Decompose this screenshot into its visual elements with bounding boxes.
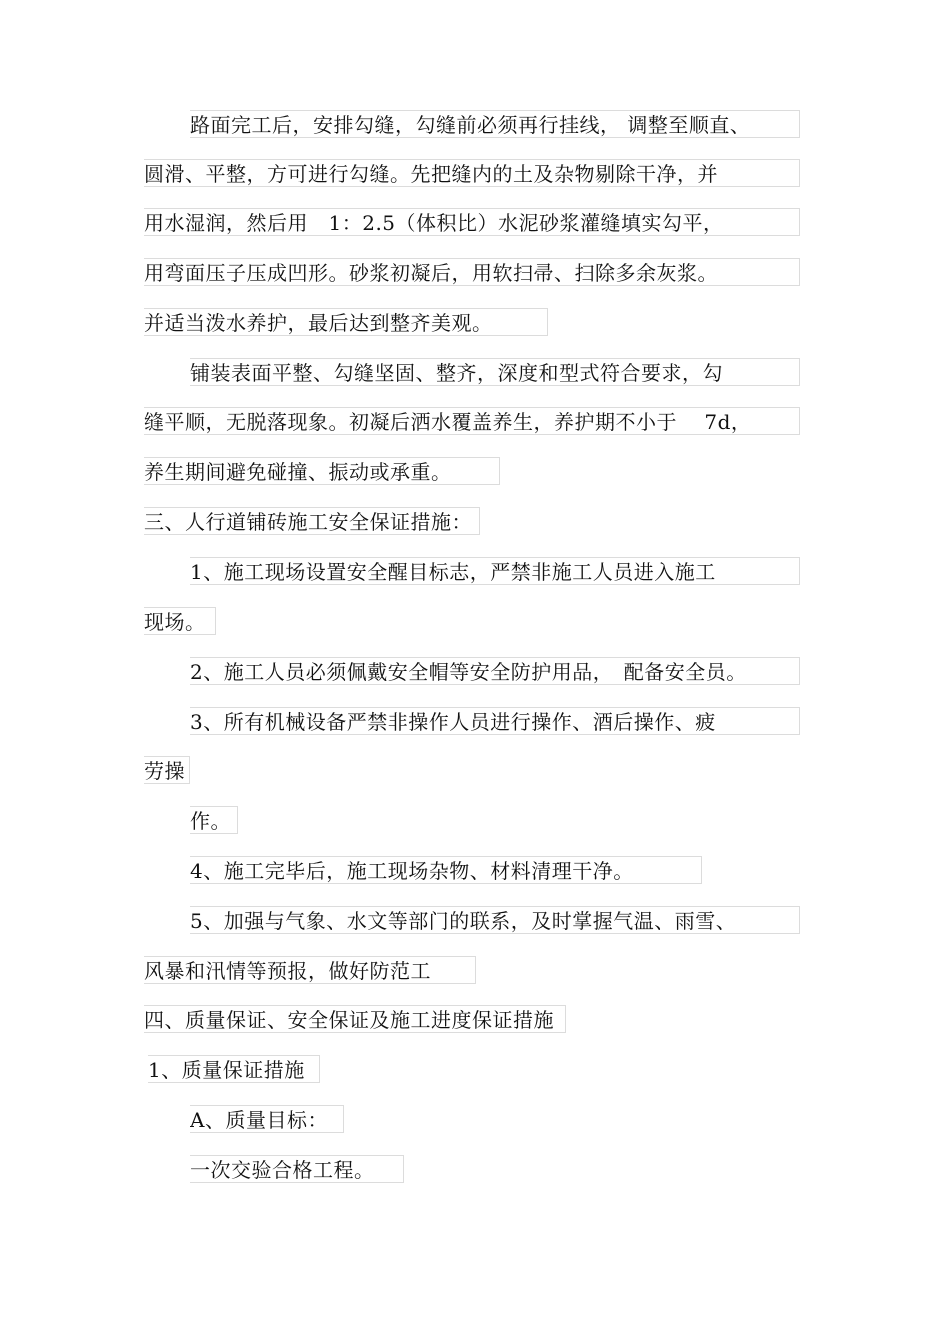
list-item-line: 2、施工人员必须佩戴安全帽等安全防护用品， 配备安全员。 (190, 657, 800, 685)
quality-goal-text: 一次交验合格工程。 (190, 1155, 404, 1183)
list-item-line: 3、所有机械设备严禁非操作人员进行操作、酒后操作、疲 (190, 707, 800, 735)
section-heading: 三、人行道铺砖施工安全保证措施： (144, 507, 480, 535)
paragraph-line: 铺装表面平整、勾缝坚固、整齐，深度和型式符合要求，勾 (190, 358, 800, 386)
paragraph-line: 用弯面压子压成凹形。砂浆初凝后，用软扫帚、扫除多余灰浆。 (144, 258, 800, 286)
subsection-heading: A、质量目标： (190, 1105, 344, 1133)
list-item-line: 劳操 (144, 756, 190, 784)
paragraph-line: 用水湿润，然后用 1：2.5（体积比）水泥砂浆灌缝填实勾平， (144, 208, 800, 236)
list-item-line: 现场。 (144, 607, 216, 635)
list-item-line: 作。 (190, 806, 238, 834)
paragraph-line: 养生期间避免碰撞、振动或承重。 (144, 457, 500, 485)
paragraph-line: 缝平顺，无脱落现象。初凝后洒水覆盖养生，养护期不小于 7d， (144, 407, 800, 435)
subsection-heading: 1、质量保证措施 (148, 1055, 320, 1083)
paragraph-line: 路面完工后，安排勾缝，勾缝前必须再行挂线， 调整至顺直、 (190, 110, 800, 138)
list-item-line: 5、加强与气象、水文等部门的联系，及时掌握气温、雨雪、 (190, 906, 800, 934)
paragraph-line: 并适当泼水养护，最后达到整齐美观。 (144, 308, 548, 336)
list-item-line: 风暴和汛情等预报，做好防范工 (144, 956, 476, 984)
list-item-line: 4、施工完毕后，施工现场杂物、材料清理干净。 (190, 856, 702, 884)
list-item-line: 1、施工现场设置安全醒目标志，严禁非施工人员进入施工 (190, 557, 800, 585)
section-heading: 四、质量保证、安全保证及施工进度保证措施 (144, 1005, 566, 1033)
paragraph-line: 圆滑、平整，方可进行勾缝。先把缝内的土及杂物剔除干净，并 (144, 159, 800, 187)
